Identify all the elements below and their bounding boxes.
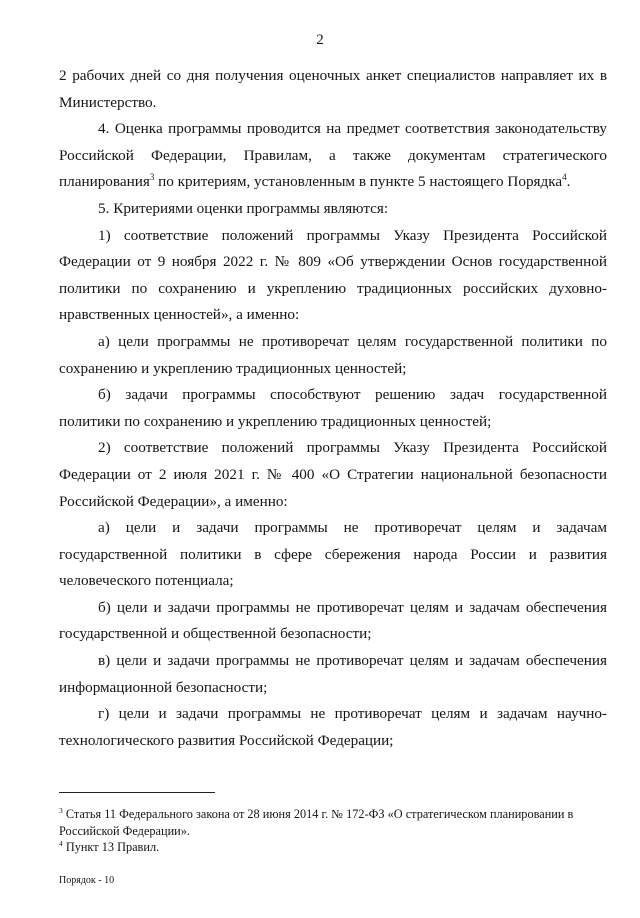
page-number: 2 xyxy=(316,32,324,48)
footnote-separator xyxy=(59,792,215,793)
page-footer: Порядок - 10 xyxy=(59,875,115,886)
criterion-1-b: б) задачи программы способствуют решению задач государственной политики по сохранению и укреплению традиционных ценностей; xyxy=(59,386,607,430)
footnote-ref-4: 4 xyxy=(562,172,567,183)
criterion-2: 2) соответствие положений программы Указу Президента Российской Федерации от 2 июля 2021 г. № 400 «О Стратегии национальной безопасности Российской Федерации», а именно: xyxy=(59,439,607,510)
criterion-2-a: а) цели и задачи программы не противоречат целям и задачам государственной политики в сфере сбережения народа России и развития человеческого потенциала; xyxy=(59,519,607,590)
criterion-1-a: а) цели программы не противоречат целям государственной политики по сохранению и укреплению традиционных ценностей; xyxy=(59,332,607,377)
footnote-3-mark: 3 xyxy=(59,805,63,815)
footnote-3 xyxy=(59,806,607,839)
paragraph-5: 5. Критериями оценки программы являются: xyxy=(98,199,389,217)
criterion-1: 1) соответствие положений программы Указу Президента Российской Федерации от 9 ноября 2022 г. № 809 «Об утверждении Основ государственной политики по сохранению и укреплению традиционных российских духовно-нравственных ценностей», а именно: xyxy=(59,226,607,324)
footnote-4-text: Пункт 13 Правил. xyxy=(62,840,160,854)
paragraph-4-text-b: по критериям, установленным в пункте 5 настоящего Порядка xyxy=(154,173,563,191)
footnote-3-text: Статья 11 Федерального закона от 28 июня 2014 г. № 172-ФЗ «О стратегическом планировании в Российской Федерации». xyxy=(59,807,574,838)
footnote-ref-3: 3 xyxy=(149,172,155,183)
footnote-4 xyxy=(59,839,607,856)
paragraph-4 xyxy=(59,116,607,196)
criterion-2-v: в) цели и задачи программы не противоречат целям и задачам обеспечения информационной безопасности; xyxy=(59,652,607,696)
document-body xyxy=(59,63,607,754)
footnotes xyxy=(59,806,607,856)
footnote-4-mark: 4 xyxy=(59,838,63,848)
paragraph-4-text-c: . xyxy=(566,173,571,191)
criterion-2-g: г) цели и задачи программы не противоречат целям и задачам научно-технологического развития Российской Федерации; xyxy=(59,705,607,749)
criterion-2-b: б) цели и задачи программы не противоречат целям и задачам обеспечения государственной и общественной безопасности; xyxy=(59,598,607,643)
paragraph-continuation: 2 рабочих дней со дня получения оценочных анкет специалистов направляет их в Министерство. xyxy=(59,67,607,111)
paragraph-4-text-a: 4. Оценка программы проводится на предмет соответствия законодательству Российской Федерации, Правилам, а также документам стратегического планирования xyxy=(59,120,607,191)
